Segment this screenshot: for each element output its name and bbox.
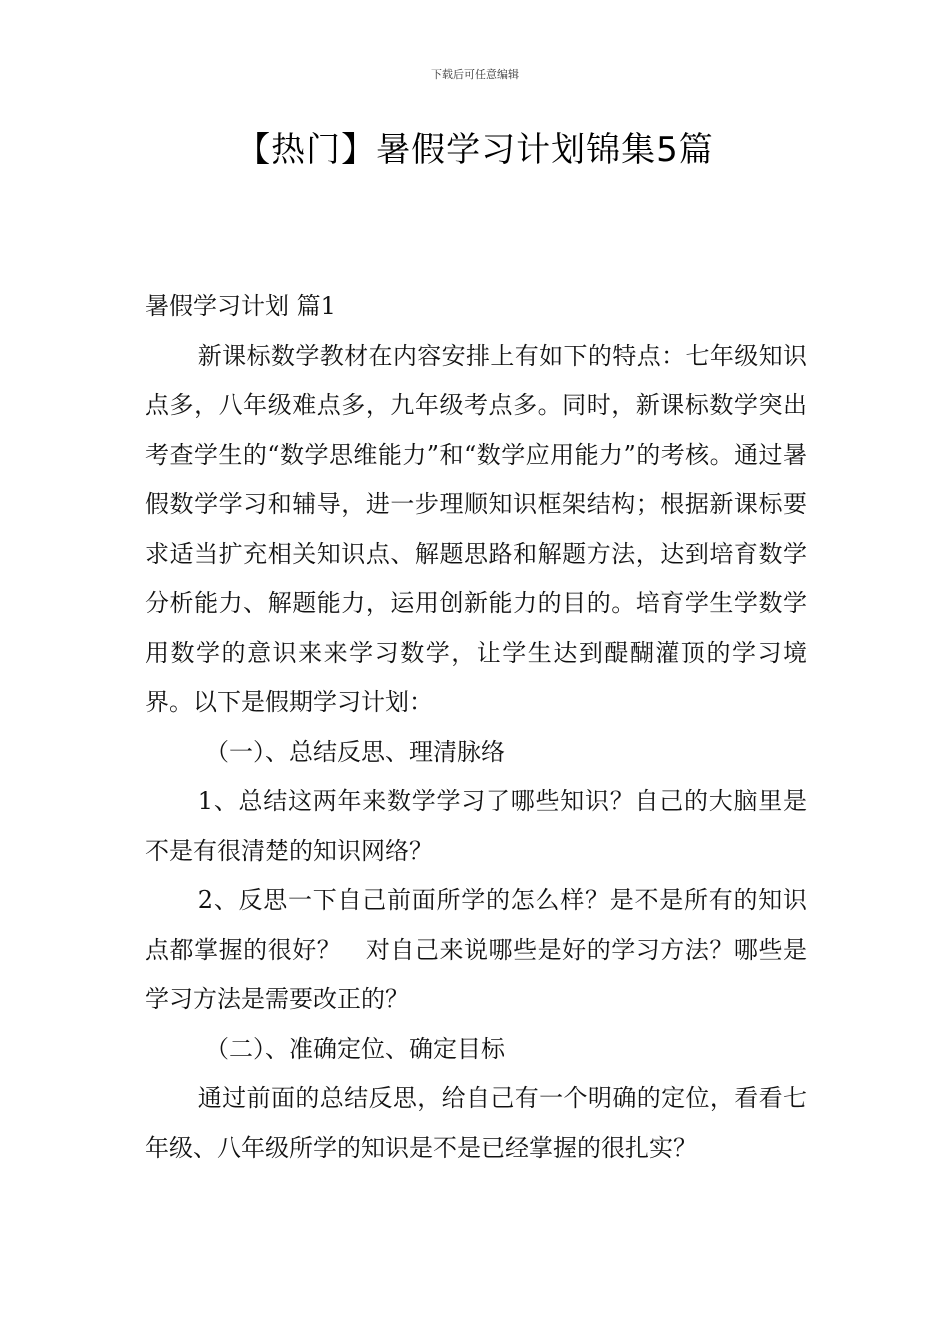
- document-title: 【热门】暑假学习计划锦集5篇: [236, 130, 714, 170]
- header-note: 下载后可任意编辑: [431, 68, 519, 81]
- paragraph-intro: 新课标数学教材在内容安排上有如下的特点：七年级知识点多，八年级难点多，九年级考点多。同时，新课标数学突出考查学生的“数学思维能力”和“数学应用能力”的考核。通过暑假数学学习和辅导，进一步理顺知识框架结构；根据新课标要求适当扩充相关知识点、解题思路和解题方法，达到培育数学分析能力、解题能力，运用创新能力的目的。培育学生学数学用数学的意识来来学习数学，让学生达到醍醐灌顶的学习境界。以下是假期学习计划：: [145, 341, 807, 716]
- paragraph-point-2: 2、反思一下自己前面所学的怎么样？是不是所有的知识点都掌握的很好？ 对自己来说哪些是好的学习方法？哪些是学习方法是需要改正的？: [145, 886, 807, 1013]
- subheading-goal: （二）、准确定位、确定目标: [205, 1034, 505, 1063]
- document-body: [145, 282, 807, 1173]
- paragraph-goal: 通过前面的总结反思，给自己有一个明确的定位，看看七年级、八年级所学的知识是不是已经掌握的很扎实？: [145, 1084, 807, 1162]
- section-heading: 暑假学习计划 篇1: [145, 292, 336, 320]
- paragraph-point-1: 1、总结这两年来数学学习了哪些知识？自己的大脑里是不是有很清楚的知识网络？: [145, 787, 807, 865]
- subheading-summary: （一）、总结反思、理清脉络: [205, 737, 505, 766]
